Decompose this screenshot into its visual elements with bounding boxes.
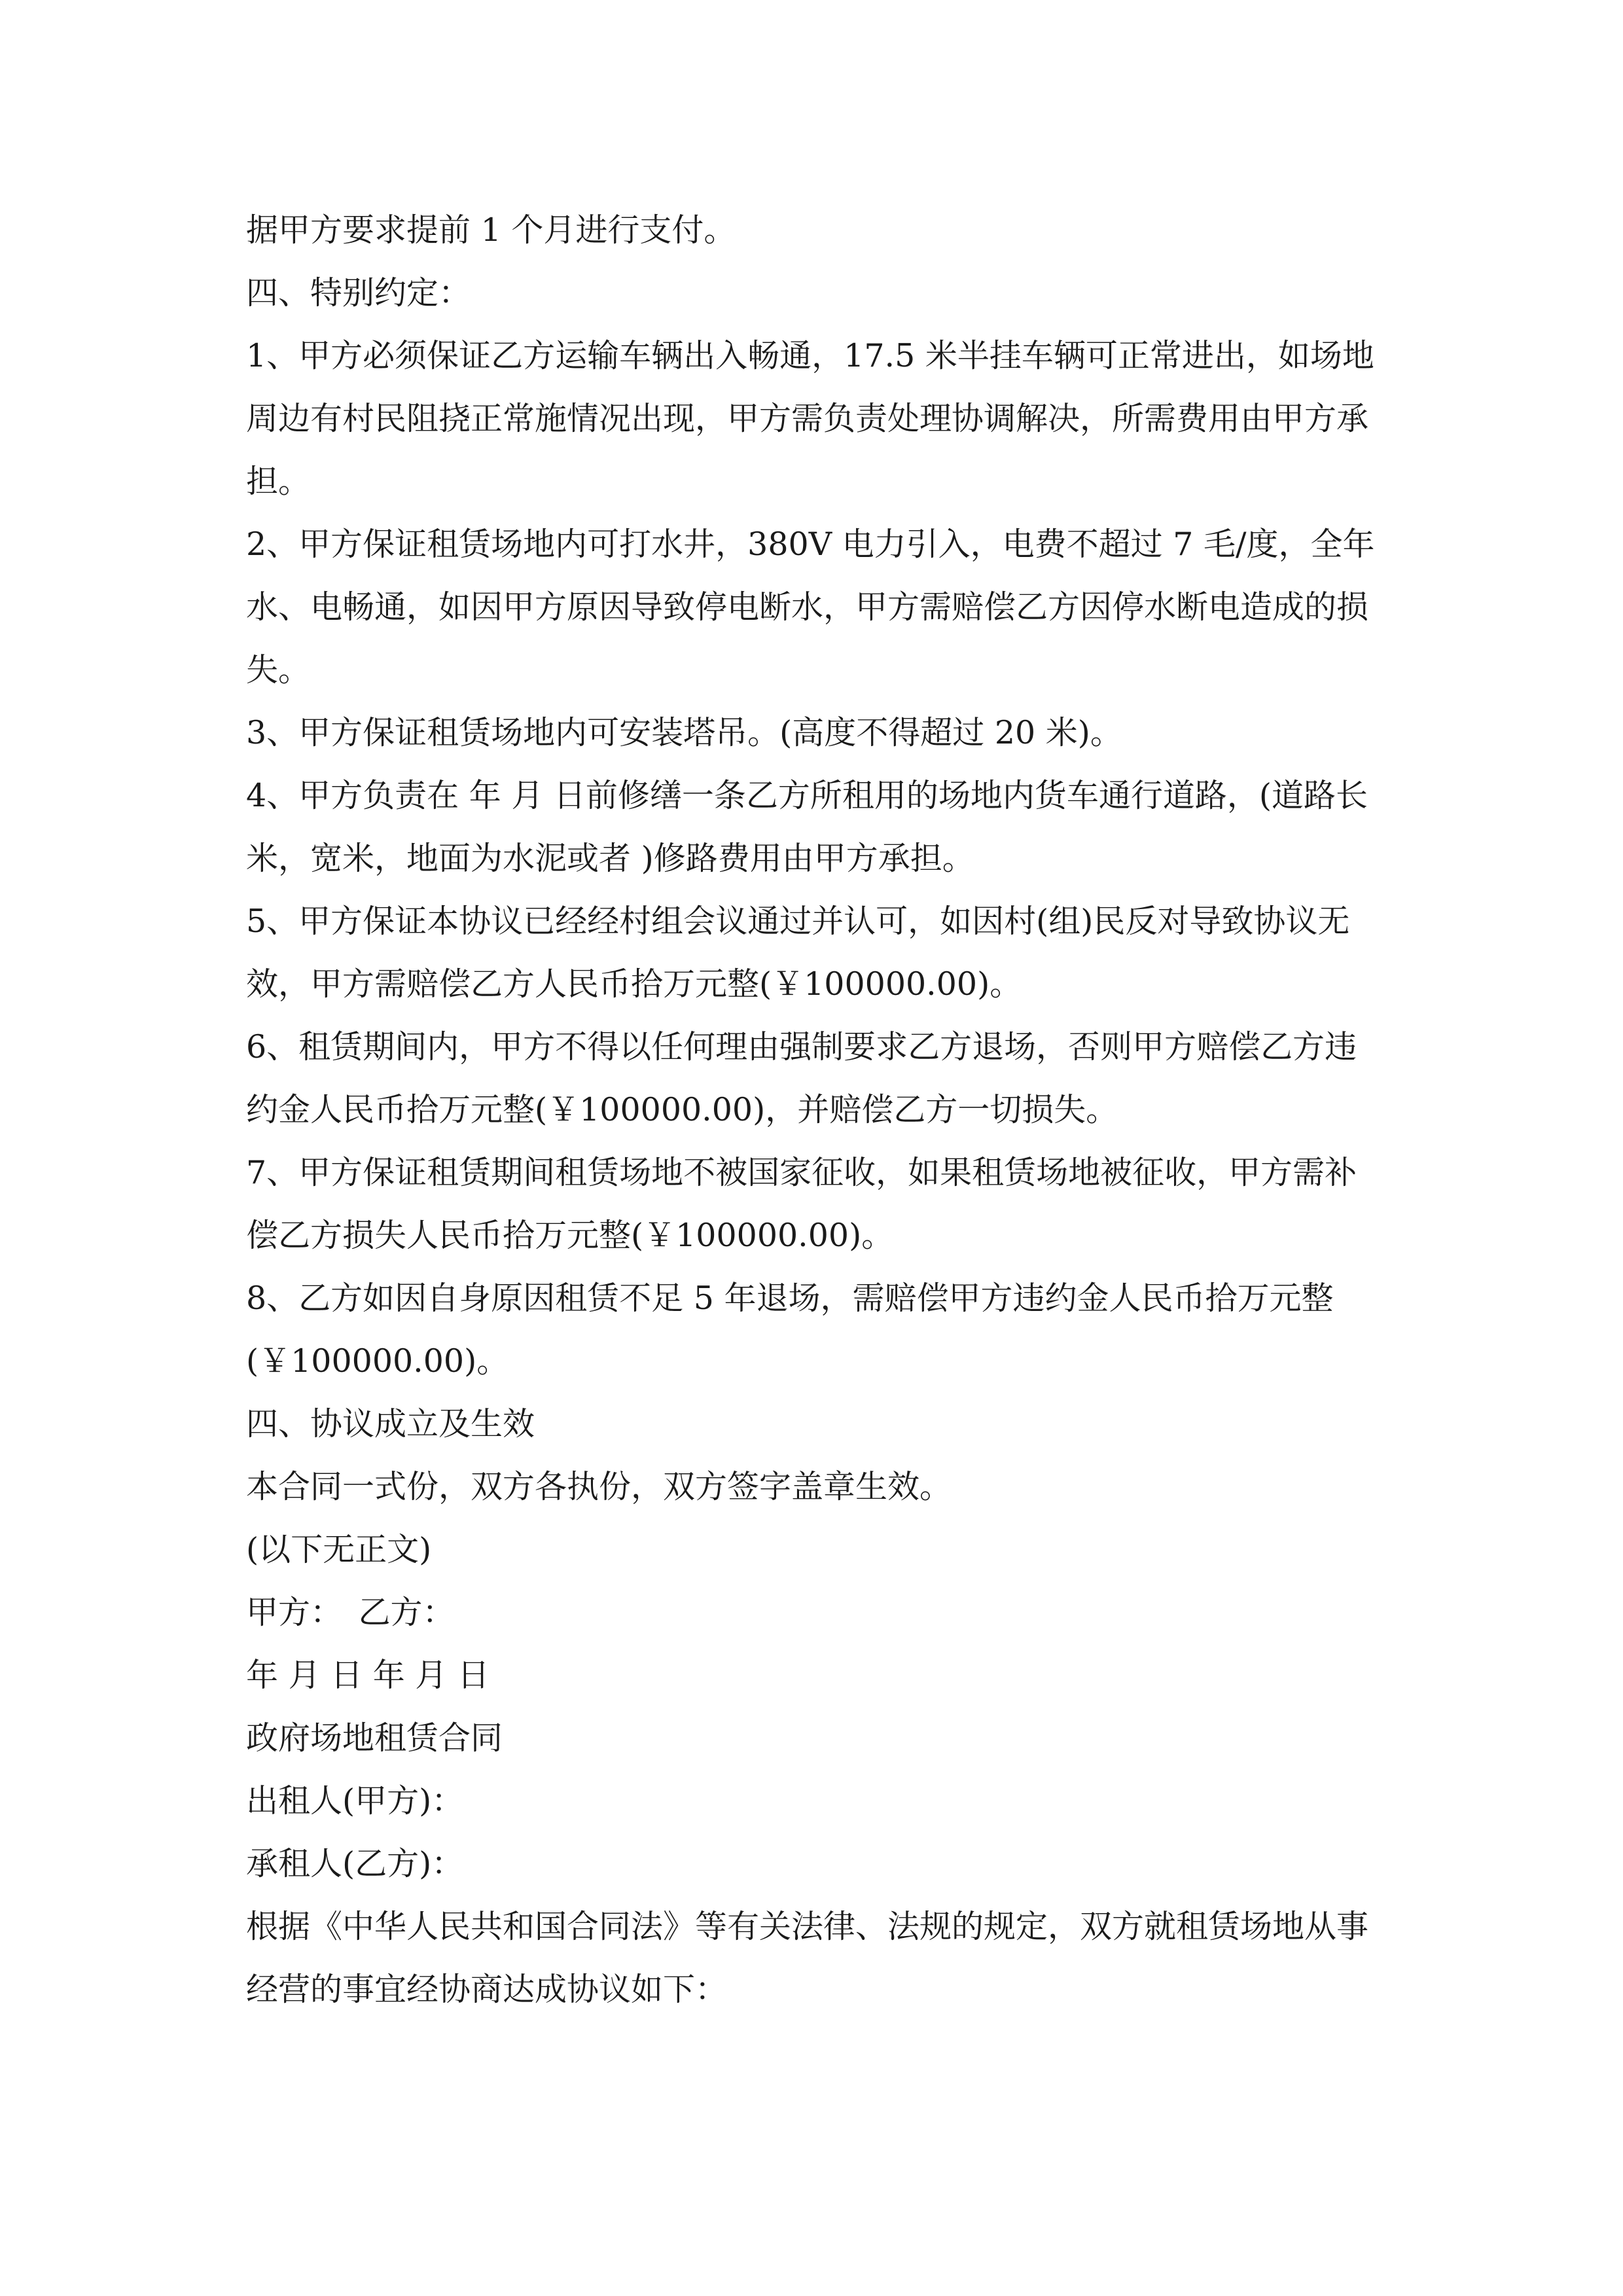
- clause-1-line-1: 1、甲方必须保证乙方运输车辆出入畅通，17.5 米半挂车辆可正常进出，如场地: [246, 337, 1374, 374]
- clause-2-line-3: 失。: [246, 651, 311, 689]
- clause-2-line-2: 水、电畅通，如因甲方原因导致停电断水，甲方需赔偿乙方因停水断电造成的损: [246, 588, 1369, 626]
- signature-dates: 年 月 日 年 月 日: [246, 1657, 490, 1694]
- signature-parties: 甲方： 乙方：: [246, 1594, 455, 1631]
- clause-6-line-1: 6、租赁期间内，甲方不得以任何理由强制要求乙方退场，否则甲方赔偿乙方违: [246, 1028, 1357, 1066]
- text-copies-signing: 本合同一式份，双方各执份，双方签字盖章生效。: [246, 1468, 952, 1505]
- clause-2-line-1: 2、甲方保证租赁场地内可打水井，380V 电力引入，电费不超过 7 毛/度，全年: [246, 526, 1375, 563]
- lessee-label: 承租人(乙方)：: [246, 1845, 464, 1882]
- clause-7-line-1: 7、甲方保证租赁期间租赁场地不被国家征收，如果租赁场地被征收，甲方需补: [246, 1154, 1357, 1191]
- clause-7-line-2: 偿乙方损失人民币拾万元整(￥100000.00)。: [246, 1217, 894, 1254]
- text-line-payment-advance: 据甲方要求提前 1 个月进行支付。: [246, 211, 736, 249]
- clause-3-line-1: 3、甲方保证租赁场地内可安装塔吊。(高度不得超过 20 米)。: [246, 714, 1122, 751]
- clause-6-line-2: 约金人民币拾万元整(￥100000.00)，并赔偿乙方一切损失。: [246, 1091, 1118, 1128]
- contract-title: 政府场地租赁合同: [246, 1719, 503, 1757]
- preamble-line-2: 经营的事宜经协商达成协议如下：: [246, 1971, 728, 2008]
- clause-1-line-2: 周边有村民阻挠正常施情况出现，甲方需负责处理协调解决，所需费用由甲方承: [246, 400, 1369, 437]
- clause-8-line-1: 8、乙方如因自身原因租赁不足 5 年退场，需赔偿甲方违约金人民币拾万元整: [246, 1280, 1334, 1317]
- heading-agreement-effect: 四、协议成立及生效: [246, 1405, 535, 1443]
- clause-8-line-2: (￥100000.00)。: [246, 1342, 509, 1380]
- preamble-line-1: 根据《中华人民共和国合同法》等有关法律、法规的规定，双方就租赁场地从事: [246, 1908, 1369, 1945]
- text-no-more-body: (以下无正文): [246, 1531, 432, 1568]
- heading-special-terms: 四、特别约定：: [246, 274, 471, 312]
- clause-5-line-2: 效，甲方需赔偿乙方人民币拾万元整(￥100000.00)。: [246, 965, 1022, 1003]
- clause-1-line-3: 担。: [246, 463, 311, 500]
- clause-4-line-2: 米，宽米，地面为水泥或者 )修路费用由甲方承担。: [246, 840, 974, 877]
- clause-5-line-1: 5、甲方保证本协议已经经村组会议通过并认可，如因村(组)民反对导致协议无: [246, 903, 1350, 940]
- lessor-label: 出租人(甲方)：: [246, 1782, 464, 1820]
- clause-4-line-1: 4、甲方负责在 年 月 日前修缮一条乙方所租用的场地内货车通行道路，(道路长: [246, 777, 1368, 814]
